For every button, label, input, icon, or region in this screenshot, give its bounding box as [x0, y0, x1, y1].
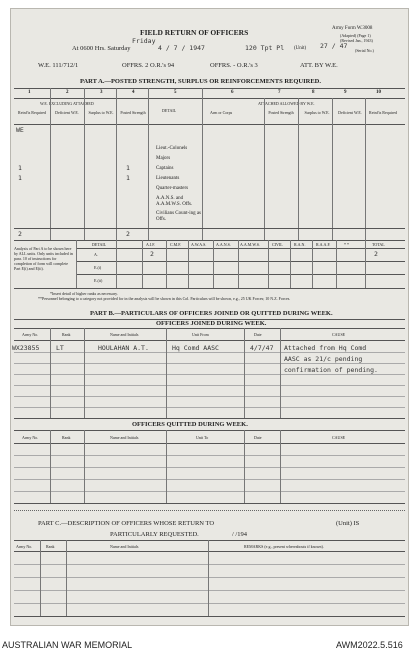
entry-name: HOULAHAN A.T. [98, 344, 149, 352]
we-line: W.E. 111/712/1 [38, 62, 79, 69]
entry-cause-3: confirmation of pending. [284, 366, 378, 374]
ch-rank: Rank [46, 544, 55, 549]
att-line: ATT. BY W.E. [300, 62, 338, 69]
rank-lieutenants: Lieutenants [156, 176, 180, 181]
rank-majors: Majors [156, 156, 171, 161]
jh-cause: CAUSE [332, 332, 346, 337]
part-c-date: / /194 [232, 531, 247, 538]
footnote-1: *Insert detail of higher ranks as necessary. [50, 291, 118, 296]
part-c-title-1: PART C.—DESCRIPTION OF OFFICERS WHOSE RETURN TO [38, 520, 215, 527]
col-num-10: 10 [376, 90, 381, 95]
an-head-detail: DETAIL [92, 242, 107, 247]
head-att-posted: Posted Strength [268, 110, 294, 115]
head-att-deficient: Deficient W.E. [338, 110, 362, 115]
qh-date: Date [254, 435, 262, 440]
form-ref: Army Form W.3008 [332, 26, 373, 31]
part-a-title: PART A.—POSTED STRENGTH, SURPLUS OR REINFORCEMENTS REQUIRED. [80, 78, 321, 85]
head-reinf-required: Reinf'ts Required [18, 110, 46, 115]
form-adapted: (Adapted) (Page 1) [340, 33, 371, 38]
part-c-unit-is: (Unit) IS [336, 520, 360, 527]
ch-name: Name and Initials [110, 544, 139, 549]
jh-army-no: Army No. [22, 332, 39, 337]
qh-army-no: Army No. [22, 435, 39, 440]
entry-date: 4/7/47 [250, 344, 274, 352]
an-head-aamws: A.A.M.W.S. [240, 242, 260, 247]
an-aif-a: 2 [150, 250, 154, 258]
an-head-aif: A.I.F. [146, 242, 156, 247]
an-head-awas: A.W.A.S. [191, 242, 207, 247]
qh-unit-to: Unit To [196, 435, 209, 440]
analysis-note: Analysis of Part A to be shown here by ALL units. Only units included in para. 10 of instructions for completion of form will complete Part E(i) and E(ii). [14, 246, 73, 271]
serial-handwritten: 27 / 47 [320, 42, 348, 50]
an-row-eii: E.(ii) [94, 278, 103, 283]
joined-title: OFFICERS JOINED DURING WEEK. [156, 320, 267, 327]
col1-lieutenants: 1 [18, 174, 22, 182]
col-num-9: 9 [344, 90, 347, 95]
col1-captains: 1 [18, 164, 22, 172]
col-num-5: 5 [174, 90, 177, 95]
total-col1: 2 [18, 230, 22, 238]
entry-cause-1: Attached from Hq Comd [284, 344, 367, 352]
offrs2-line: OFFRS. - O.R.'s 3 [210, 62, 258, 69]
an-head-total: TOTAL [372, 242, 385, 247]
hrs-line: At 0600 Hrs. Saturday [72, 45, 131, 52]
qh-rank: Rank [62, 435, 71, 440]
head-arm-corps: Arm or Corps [210, 110, 233, 115]
form-sheet [10, 8, 409, 626]
an-row-a: A. [94, 252, 98, 257]
head-att-reinf: Reinf'ts Required [369, 110, 397, 115]
archive-footer [0, 636, 419, 653]
qh-cause: CAUSE [332, 435, 346, 440]
footer-institution: AUSTRALIAN WAR MEMORIAL [2, 640, 133, 650]
head-att-surplus: Surplus to W.E. [304, 110, 330, 115]
head-deficient: Deficient W.E. [55, 110, 79, 115]
footnote-2: **Personnel belonging to a category not provided for in the analysis will be shown in this Col. Particulars will be shown, e.g., 25 UK Forces; 10 N.Z. Forces. [38, 296, 291, 301]
total-col4: 2 [126, 230, 130, 238]
form-title: FIELD RETURN OF OFFICERS [140, 28, 249, 37]
offrs-line: OFFRS. 2 O.R.'s 94 [122, 62, 175, 69]
we-mark: WE [16, 126, 24, 134]
entry-army-no: WX23855 [12, 344, 40, 352]
unit-handwritten: 120 Tpt Pl [245, 44, 285, 52]
rank-civilians: Civilians Count-ing as Offs. [156, 211, 201, 222]
entry-cause-2: AASC as 21/c pending [284, 355, 363, 363]
ch-remarks: REMARKS (e.g., present whereabouts if known). [244, 544, 324, 549]
att-group-head: ATTACHED ALLOWED BY W.E. [258, 101, 315, 106]
jh-name: Name and Initials [110, 332, 139, 337]
entry-unit-from: Hq Comd AASC [172, 344, 219, 352]
rank-qm: Quarter-masters [156, 186, 189, 191]
rank-captains: Captains [156, 166, 174, 171]
col-num-3: 3 [100, 90, 103, 95]
entry-rank: LT [56, 344, 64, 352]
qh-name: Name and Initials [110, 435, 139, 440]
an-head-ran: R.A.N. [294, 242, 306, 247]
unit-label: (Unit) [294, 46, 307, 51]
jh-date: Date [254, 332, 262, 337]
an-row-ei: E.(i) [94, 265, 102, 270]
ch-army-no: Army No. [16, 544, 33, 549]
rank-ltcol: Lieut.-Colonels [156, 146, 188, 151]
rank-aans: A.A.N.S. and A.A.M.W.S. Offs. [156, 196, 193, 207]
part-b-title: PART B.—PARTICULARS OF OFFICERS JOINED OR QUITTED DURING WEEK. [90, 310, 333, 317]
an-total-a: 2 [374, 250, 378, 258]
an-head-other: * * [344, 242, 349, 247]
an-head-cmf: C.M.F. [170, 242, 182, 247]
col-num-1: 1 [28, 90, 31, 95]
part-c-title-2: PARTICULARLY REQUESTED. [110, 531, 199, 538]
col-num-4: 4 [132, 90, 135, 95]
jh-unit-from: Unit From [192, 332, 209, 337]
date-handwritten: 4 / 7 / 1947 [158, 44, 205, 52]
head-posted: Posted Strength [120, 110, 146, 115]
serial-label: (Serial No.) [355, 48, 374, 53]
col-num-7: 7 [278, 90, 281, 95]
col-num-8: 8 [312, 90, 315, 95]
head-surplus: Surplus to W.E. [88, 110, 114, 115]
col-num-2: 2 [66, 90, 69, 95]
an-head-aans: A.A.N.S. [216, 242, 231, 247]
detail-head: DETAIL [162, 108, 177, 113]
quitted-title: OFFICERS QUITTED DURING WEEK. [132, 421, 248, 428]
day-handwritten: Friday [132, 37, 156, 45]
col4-captains: 1 [126, 164, 130, 172]
we-group-head: W.E. EXCLUDING ATTACHED [40, 101, 94, 106]
form-revised: (Revised Jan., 1943) [340, 38, 373, 43]
col-num-6: 6 [231, 90, 234, 95]
an-head-civil: CIVIL [272, 242, 283, 247]
col4-lieutenants: 1 [126, 174, 130, 182]
jh-rank: Rank [62, 332, 71, 337]
footer-accession: AWM2022.5.516 [336, 640, 403, 650]
an-head-raaf: R.A.A.F. [316, 242, 331, 247]
